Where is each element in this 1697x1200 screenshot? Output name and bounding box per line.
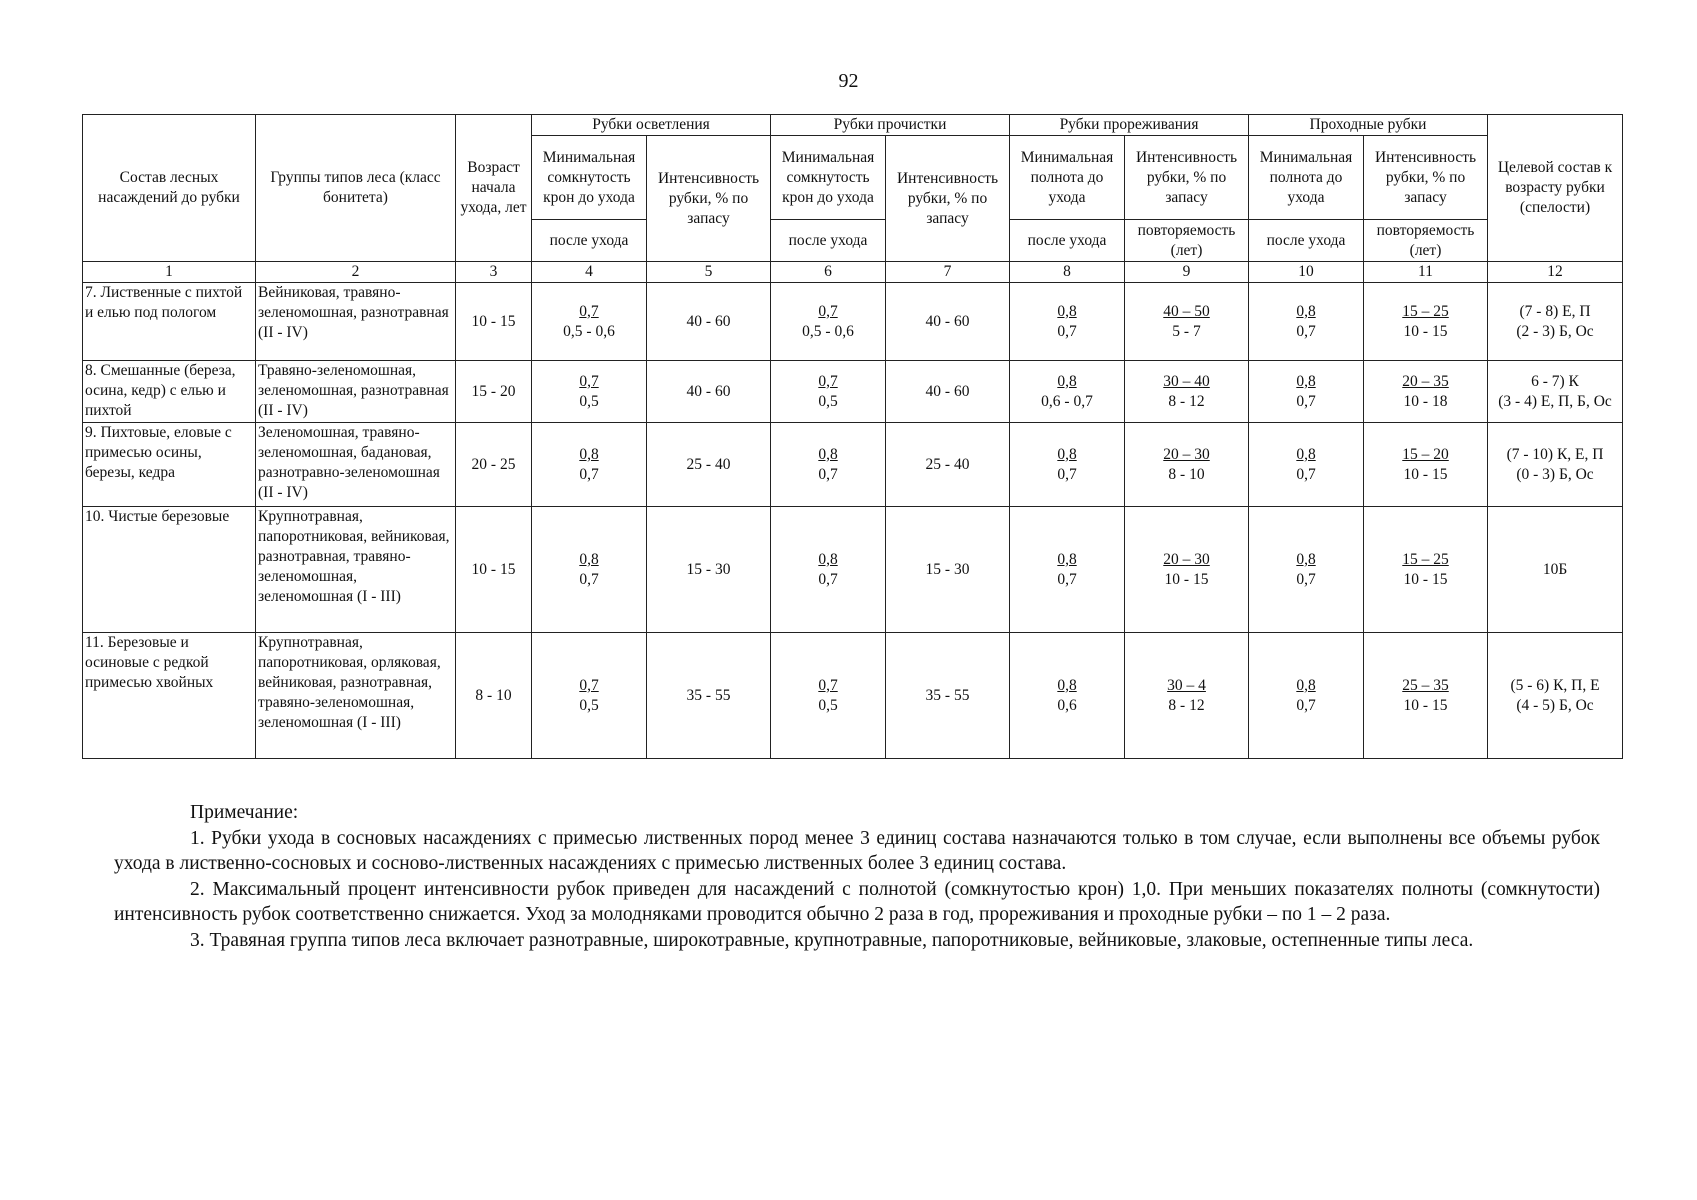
fraction-bottom: 0,6 (1057, 696, 1077, 714)
note-paragraph: 2. Максимальный процент интенсивности рубок приведен для насаждений с полнотой (сомкнутостью крон) 1,0. При меньших показателях полноты (сомкнутости) интенсивность рубок соответственно снижается. Уход за молодняками проводится обычно 2 раза в год, прореживания и проходные рубки – по 1 – 2 раза. (114, 878, 1600, 925)
fraction-top: 0,8 (1296, 550, 1316, 568)
column-number: 5 (647, 262, 771, 283)
fraction-top: 30 – 40 (1163, 372, 1210, 390)
fraction-bottom: 0,7 (1296, 465, 1316, 483)
fraction-top: 0,7 (818, 676, 838, 694)
cell-gruppy: Зеленомошная, травяно-зеленомошная, бадановая, разнотравно-зеленомошная (II - IV) (256, 423, 456, 507)
cell-sostav: 8. Смешанные (береза, осина, кедр) с елью и пихтой (83, 361, 256, 423)
fraction-top: 0,7 (818, 302, 838, 320)
fraction-bottom: 0,7 (579, 570, 599, 588)
fraction-top: 15 – 20 (1402, 445, 1449, 463)
cell-gruppy: Крупнотравная, папоротниковая, орляковая, вейниковая, разнотравная, травяно-зеленомошная, зеленомошная (I - III) (256, 633, 456, 759)
fraction-bottom: 0,7 (579, 465, 599, 483)
column-number: 12 (1488, 262, 1623, 283)
fraction-bottom: 0,7 (1296, 322, 1316, 340)
header-min-somknutost: Минимальная сомкнутость крон до ухода (532, 136, 647, 220)
fraction-bottom: 0,7 (1057, 465, 1077, 483)
fraction-bottom: 0,7 (1057, 322, 1077, 340)
column-number: 8 (1010, 262, 1125, 283)
cell-vozrast: 10 - 15 (456, 283, 532, 361)
fraction-top: 0,8 (579, 550, 599, 568)
cell-intensivnost: 25 - 40 (647, 423, 771, 507)
header-posle-uhoda: после ухода (771, 220, 886, 262)
cell-sostav: 9. Пихтовые, еловые с примесью осины, березы, кедра (83, 423, 256, 507)
cell-vozrast: 15 - 20 (456, 361, 532, 423)
fraction-bottom: 5 - 7 (1172, 322, 1201, 340)
fraction-bottom: 0,7 (1296, 392, 1316, 410)
column-number: 4 (532, 262, 647, 283)
fraction-bottom: 0,7 (1296, 696, 1316, 714)
table-row (83, 423, 1623, 507)
target-line: 6 - 7) К (1531, 372, 1579, 390)
fraction-top: 0,7 (579, 372, 599, 390)
fraction-top: 0,8 (818, 550, 838, 568)
fraction-bottom: 8 - 10 (1168, 465, 1205, 483)
cell-intensivnost: 15 - 30 (647, 507, 771, 633)
fraction-bottom: 0,7 (818, 465, 838, 483)
target-line: (2 - 3) Б, Ос (1516, 322, 1594, 340)
header-min-polnota: Минимальная полнота до ухода (1249, 136, 1364, 220)
fraction-top: 0,8 (1057, 372, 1077, 390)
fraction-top: 0,7 (579, 676, 599, 694)
fraction-top: 0,8 (1296, 302, 1316, 320)
column-number: 1 (83, 262, 256, 283)
header-povtoryaemost: повторяемость (лет) (1125, 220, 1249, 262)
fraction-bottom: 10 - 15 (1164, 570, 1209, 588)
note-paragraph: 3. Травяная группа типов леса включает разнотравные, широкотравные, крупнотравные, папоротниковые, вейниковые, злаковые, остепненные типы леса. (190, 929, 1474, 951)
header-posle-uhoda: после ухода (1010, 220, 1125, 262)
cell-gruppy: Вейниковая, травяно-зеленомошная, разнотравная (II - IV) (256, 283, 456, 361)
header-min-somknutost: Минимальная сомкнутость крон до ухода (771, 136, 886, 220)
fraction-bottom: 0,7 (1296, 570, 1316, 588)
target-line: (4 - 5) Б, Ос (1516, 696, 1594, 714)
fraction-bottom: 10 - 15 (1403, 696, 1448, 714)
header-group-prorezhivaniya: Рубки прореживания (1010, 115, 1249, 136)
header-posle-uhoda: после ухода (532, 220, 647, 262)
cell-intensivnost: 25 - 40 (886, 423, 1010, 507)
column-number: 10 (1249, 262, 1364, 283)
table-row (83, 633, 1623, 759)
fraction-top: 15 – 25 (1402, 550, 1449, 568)
fraction-bottom: 0,7 (818, 570, 838, 588)
fraction-top: 30 – 4 (1167, 676, 1206, 694)
fraction-bottom: 10 - 15 (1403, 570, 1448, 588)
cell-intensivnost: 40 - 60 (647, 283, 771, 361)
column-number: 3 (456, 262, 532, 283)
fraction-top: 0,7 (818, 372, 838, 390)
header-intensivnost: Интенсивность рубки, % по запасу (647, 136, 771, 262)
column-number: 9 (1125, 262, 1249, 283)
cell-sostav: 11. Березовые и осиновые с редкой примесью хвойных (83, 633, 256, 759)
cell-sostav: 10. Чистые березовые (83, 507, 256, 633)
fraction-bottom: 8 - 12 (1168, 696, 1205, 714)
table-row (83, 283, 1623, 361)
header-group-prohodnye: Проходные рубки (1249, 115, 1488, 136)
cell-vozrast: 8 - 10 (456, 633, 532, 759)
column-number-row (83, 262, 1623, 283)
table-row (83, 507, 1623, 633)
cell-intensivnost: 40 - 60 (647, 361, 771, 423)
column-number: 7 (886, 262, 1010, 283)
fraction-top: 0,8 (1296, 445, 1316, 463)
cell-gruppy: Крупнотравная, папоротниковая, вейниковая, разнотравная, травяно-зеленомошная, зеленомошная (I - III) (256, 507, 456, 633)
fraction-bottom: 0,5 (579, 392, 599, 410)
fraction-bottom: 0,5 (818, 696, 838, 714)
fraction-bottom: 0,5 (818, 392, 838, 410)
fraction-bottom: 8 - 12 (1168, 392, 1205, 410)
header-posle-uhoda: после ухода (1249, 220, 1364, 262)
cell-vozrast: 20 - 25 (456, 423, 532, 507)
header-gruppy: Группы типов леса (класс бонитета) (256, 115, 456, 262)
fraction-top: 15 – 25 (1402, 302, 1449, 320)
fraction-top: 0,8 (1296, 676, 1316, 694)
fraction-top: 20 – 30 (1163, 445, 1210, 463)
cell-intensivnost: 15 - 30 (886, 507, 1010, 633)
note-paragraph: 1. Рубки ухода в сосновых насаждениях с примесью лиственных пород менее 3 единиц состава назначаются только в том случае, если выполнены все объемы рубок ухода в лиственно-сосновых и сосново-лиственных насаждениях с примесью лиственных более 3 единиц состава. (114, 827, 1600, 874)
cell-intensivnost: 40 - 60 (886, 361, 1010, 423)
fraction-top: 0,8 (579, 445, 599, 463)
header-sostav: Состав лесных насаждений до рубки (83, 115, 256, 262)
column-number: 6 (771, 262, 886, 283)
fraction-bottom: 10 - 15 (1403, 465, 1448, 483)
fraction-top: 20 – 30 (1163, 550, 1210, 568)
target-line: 10Б (1488, 507, 1623, 633)
cell-sostav: 7. Лиственные с пихтой и елью под пологом (83, 283, 256, 361)
header-intensivnost: Интенсивность рубки, % по запасу (1364, 136, 1488, 220)
fraction-top: 0,8 (1057, 676, 1077, 694)
fraction-top: 0,7 (579, 302, 599, 320)
target-line: (3 - 4) Е, П, Б, Ос (1498, 392, 1612, 410)
fraction-top: 0,8 (1057, 550, 1077, 568)
fraction-bottom: 0,5 (579, 696, 599, 714)
page-number: 92 (838, 70, 859, 92)
notes-section (114, 800, 1600, 953)
header-min-polnota: Минимальная полнота до ухода (1010, 136, 1125, 220)
forest-thinning-table (82, 114, 1623, 759)
fraction-bottom: 0,7 (1057, 570, 1077, 588)
fraction-top: 20 – 35 (1402, 372, 1449, 390)
cell-gruppy: Травяно-зеленомошная, зеленомошная, разнотравная (II - IV) (256, 361, 456, 423)
header-group-prochistki: Рубки прочистки (771, 115, 1010, 136)
column-number: 11 (1364, 262, 1488, 283)
target-line: (5 - 6) К, П, Е (1510, 676, 1600, 694)
header-vozrast: Возраст начала ухода, лет (456, 115, 532, 262)
fraction-bottom: 10 - 18 (1403, 392, 1448, 410)
header-group-osvetleniya: Рубки осветления (532, 115, 771, 136)
note-title: Примечание: (190, 802, 299, 823)
fraction-bottom: 0,5 - 0,6 (563, 322, 615, 340)
header-tselevoy-sostav: Целевой состав к возрасту рубки (спелости) (1488, 115, 1623, 262)
cell-intensivnost: 35 - 55 (886, 633, 1010, 759)
cell-intensivnost: 35 - 55 (647, 633, 771, 759)
header-intensivnost: Интенсивность рубки, % по запасу (1125, 136, 1249, 220)
fraction-bottom: 0,6 - 0,7 (1041, 392, 1093, 410)
fraction-top: 25 – 35 (1402, 676, 1449, 694)
fraction-top: 0,8 (818, 445, 838, 463)
fraction-top: 0,8 (1296, 372, 1316, 390)
fraction-top: 0,8 (1057, 302, 1077, 320)
column-number: 2 (256, 262, 456, 283)
target-line: (0 - 3) Б, Ос (1516, 465, 1594, 483)
fraction-top: 0,8 (1057, 445, 1077, 463)
target-line: (7 - 8) Е, П (1519, 302, 1591, 320)
fraction-top: 40 – 50 (1163, 302, 1210, 320)
header-intensivnost: Интенсивность рубки, % по запасу (886, 136, 1010, 262)
cell-intensivnost: 40 - 60 (886, 283, 1010, 361)
fraction-bottom: 0,5 - 0,6 (802, 322, 854, 340)
cell-vozrast: 10 - 15 (456, 507, 532, 633)
fraction-bottom: 10 - 15 (1403, 322, 1448, 340)
header-povtoryaemost: повторяемость (лет) (1364, 220, 1488, 262)
table-row (83, 361, 1623, 423)
target-line: (7 - 10) К, Е, П (1506, 445, 1604, 463)
